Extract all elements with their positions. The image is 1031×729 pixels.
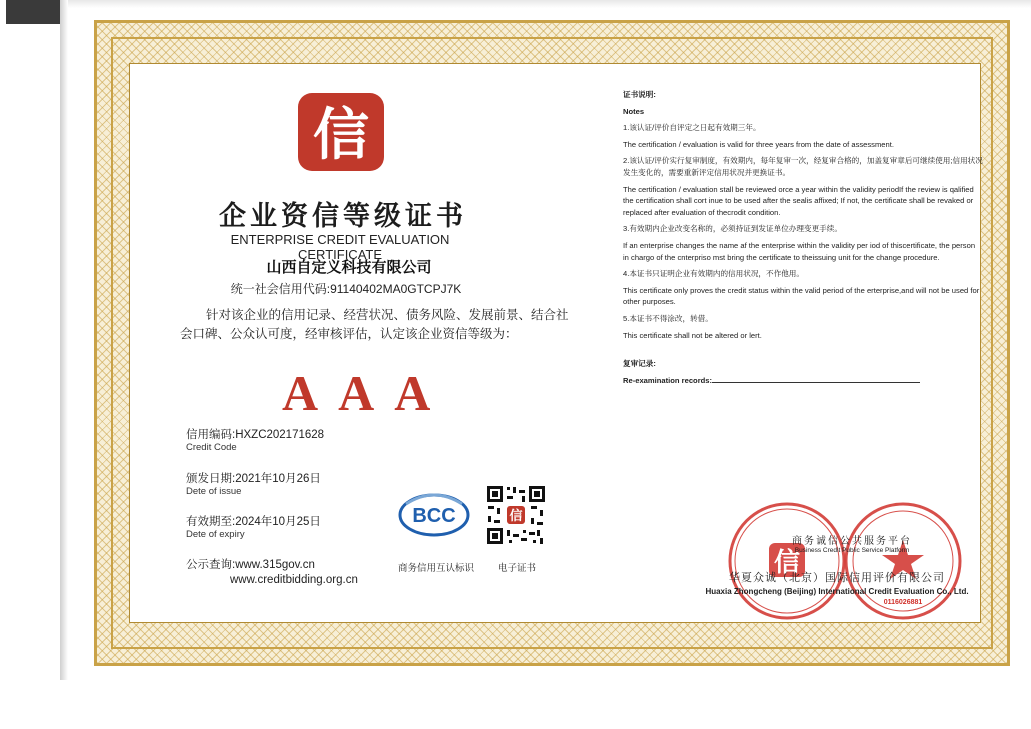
reexam-heading-en: Re-examination records: [623,375,713,385]
issuer-name-en: Huaxia Zhongcheng (Beijing) International Credit Evaluation Co., Ltd. [705,587,969,596]
platform-name-cn: 商务诚信公共服务平台 [792,536,912,547]
public-query-label: 公示查询:www.315gov.cn [186,559,315,571]
scan-left-edge [60,0,68,680]
credit-code-label: 信用编码:HXZC202171628 [186,429,325,441]
note-2-en: The certification / evaluation stall be reviewed orce a year within the validity periodIf the review is qalified the certification shall cort inue to be used after the sealis affixed; If not, the certificate shall be revaked or replaced after evaluation of thecrodit condition. [623,184,974,217]
svg-text:信: 信 [773,548,801,578]
note-1-cn: 1.该认证/评价自评定之日起有效期三年。 [623,123,761,133]
reexam-heading-cn: 复审记录: [623,359,656,369]
credit-grade: AAA [282,365,451,421]
note-4-en: This certificate only proves the credit status within the valid period of the erterprise,and will not be used for other purposes. [623,285,980,307]
svg-text:信: 信 [509,509,523,524]
issuer-name-cn: 华夏众诚（北京）国际信用评价有限公司 [729,571,945,584]
evaluation-statement: 针对该企业的信用记录、经营状况、债务风险、发展前景、结合社会口碑、公众认可度，经审核评估，认定该企业资信等级为： [180,307,569,341]
issue-date-en: Dete of issue [186,486,242,497]
note-3-en: If an enterprise changes the name af the enterprise within the validity per iod of thiscertificate, the person in chargo of the cnterpriso mst bring the certificate to theissuing unit for the change procedure. [623,240,976,262]
notes-spacer [623,346,983,358]
notes-heading-cn: 证书说明: [623,90,656,99]
reexam-line [712,382,920,383]
notes-heading-en: Notes [623,106,645,116]
platform-red-stamp [726,500,848,622]
certificate-border [94,20,1010,666]
certificate-title-cn: 企业资信等级证书 [219,201,467,232]
credit-code-en: Credit Code [186,442,237,453]
note-3-cn: 3.有效期内企业改变名称的，必须持证到发证单位办理变更手续。 [623,224,842,234]
note-1-en: The certification / evaluation is valid for three years from the date of assessment. [623,139,894,149]
reexam-records-row [623,375,983,387]
issue-date-label: 颁发日期:2021年10月26日 [186,473,321,485]
bcc-logo-icon [396,490,472,540]
svg-text:0116026881: 0116026881 [883,599,923,606]
company-red-stamp [842,500,964,622]
svg-text:BCC: BCC [412,505,456,527]
scan-shadow [6,0,66,24]
qr-caption: 电子证书 [497,563,536,574]
certificate-paper [129,63,981,623]
company-name: 山西自定义科技有限公司 [266,258,432,276]
note-2-cn: 2.该认证/评价实行复审制度，有效期内，每年复审一次，经复审合格的，加盖复审章后可继续使用;信用状况发生变化的，需要重新评定信用状况并更换证书。 [623,156,983,177]
note-5-cn: 5.本证书不得涂改，转借。 [623,313,713,323]
scan-edge [66,0,1031,8]
note-5-en: This certificate shall not be altered or lert. [623,330,762,340]
qr-code-icon [485,484,547,546]
certificate-title-en: ENTERPRISE CREDIT EVALUATION CERTIFICATE [230,232,450,262]
expiry-date-label: 有效期至:2024年10月25日 [186,516,321,528]
certificate-notes [623,89,983,391]
unified-social-credit-code: 统一社会信用代码:91140402MA0GTCPJ7K [230,282,462,296]
platform-name-en: Business Credit Public Service Platform [794,547,910,554]
svg-text:信: 信 [313,102,369,168]
query-site-2: www.creditbidding.org.cn [230,574,358,586]
credit-seal-logo [297,92,385,172]
note-4-cn: 4.本证书只证明企业有效期内的信用状况，不作他用。 [623,269,804,279]
expiry-date-en: Dete of expiry [186,529,245,540]
bcc-caption: 商务信用互认标识 [397,563,474,574]
